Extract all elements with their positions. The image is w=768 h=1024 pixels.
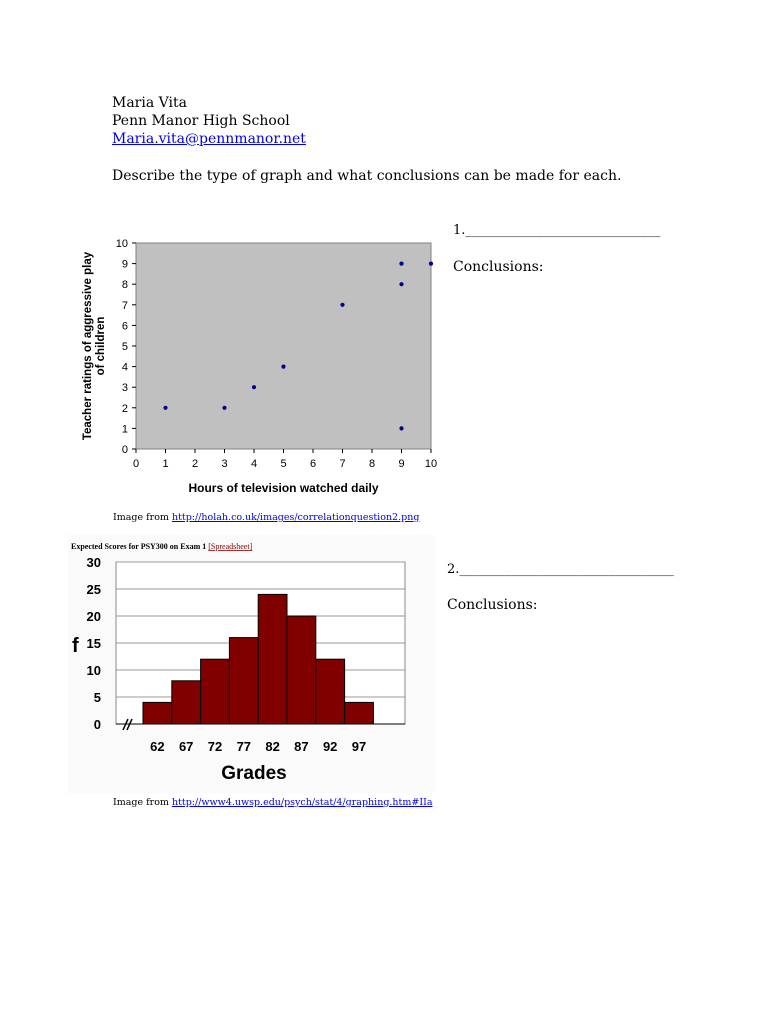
author-name: Maria Vita [112,95,187,111]
x-tick-label: 9 [398,458,405,470]
histogram-bar [316,659,345,724]
caption-2-prefix: Image from [113,797,172,808]
histogram-bar [229,638,258,724]
x-tick-label: 67 [178,739,194,754]
data-point [399,262,403,266]
school-name: Penn Manor High School [112,113,290,129]
y-axis-label-line2: of children [95,316,107,376]
data-point [222,406,226,410]
caption-2-link[interactable]: http://www4.uwsp.edu/psych/stat/4/graphing.htm#IIa [171,797,433,808]
data-point [252,385,256,389]
x-tick-label: 72 [207,739,223,754]
histogram-bar [345,702,374,724]
plot-area [136,243,431,449]
spreadsheet-link[interactable]: [Spreadsheet] [208,542,253,551]
y-tick-label: 2 [121,402,128,415]
y-tick-label: 10 [86,663,101,678]
y-axis-label: f [72,635,79,657]
y-tick-label: 15 [86,636,101,651]
y-tick-label: 7 [121,299,128,312]
x-tick-label: 87 [294,739,309,754]
caption-2 [113,797,433,808]
histogram-bar [201,659,230,724]
question-2-conclusions: Conclusions: [447,597,538,613]
author-email[interactable] [112,130,306,148]
data-point [163,406,167,410]
y-tick-label: 6 [121,320,128,333]
data-point [340,303,344,307]
y-tick-label: 0 [121,444,128,456]
chart-title: Expected Scores for PSY300 on Exam 1 [Spreadsheet] [71,542,253,551]
x-tick-label: 7 [339,458,346,470]
y-axis-label: Teacher ratings of aggressive play [82,251,94,441]
histogram-bar [258,594,287,724]
y-tick-label: 4 [121,361,128,374]
x-tick-label: 6 [309,458,317,470]
y-tick-label: 30 [86,555,101,570]
question-1-conclusions: Conclusions: [453,259,544,275]
instructions: Describe the type of graph and what conclusions can be made for each. [112,168,622,184]
x-tick-label: 62 [150,739,165,754]
histogram-chart [68,535,435,793]
y-tick-label: 0 [93,717,101,732]
y-tick-label: 20 [86,609,101,624]
x-tick-label: 8 [368,458,376,470]
x-tick-label: 92 [322,739,338,754]
data-point [281,365,285,369]
data-point [399,282,403,286]
x-tick-label: 2 [191,458,199,470]
caption-1-link[interactable]: http://holah.co.uk/images/correlationquestion2.png [171,512,420,523]
question-1-blank: 1.______________________________ [453,223,661,238]
caption-1-prefix: Image from [113,512,172,523]
data-point [399,426,403,430]
histogram-bar [172,681,201,724]
histogram-bar [287,616,316,724]
y-tick-label: 1 [121,423,128,436]
question-2-blank: 2._________________________________ [447,562,674,577]
x-tick-label: 82 [265,739,280,754]
y-tick-label: 10 [115,238,128,250]
y-tick-label: 5 [93,690,101,705]
y-tick-label: 5 [121,341,128,353]
y-tick-label: 8 [121,279,128,292]
histogram-bar [143,702,172,724]
x-tick-label: 5 [280,458,287,470]
x-tick-label: 10 [424,458,438,470]
x-tick-label: 1 [162,458,169,470]
x-tick-label: 97 [351,739,367,754]
caption-1 [113,512,419,523]
data-point [429,262,433,266]
y-tick-label: 3 [121,382,128,395]
x-tick-label: 4 [250,458,258,470]
scatter-chart [75,232,450,500]
x-axis-label: Hours of television watched daily [188,481,379,495]
y-tick-label: 25 [86,582,101,597]
y-tick-label: 9 [121,258,128,271]
x-tick-label: 0 [132,458,140,470]
x-tick-label: 3 [221,458,228,470]
x-axis-label: Grades [221,763,287,784]
email-link[interactable]: Maria.vita@pennmanor.net [112,131,306,147]
x-tick-label: 77 [236,739,252,754]
